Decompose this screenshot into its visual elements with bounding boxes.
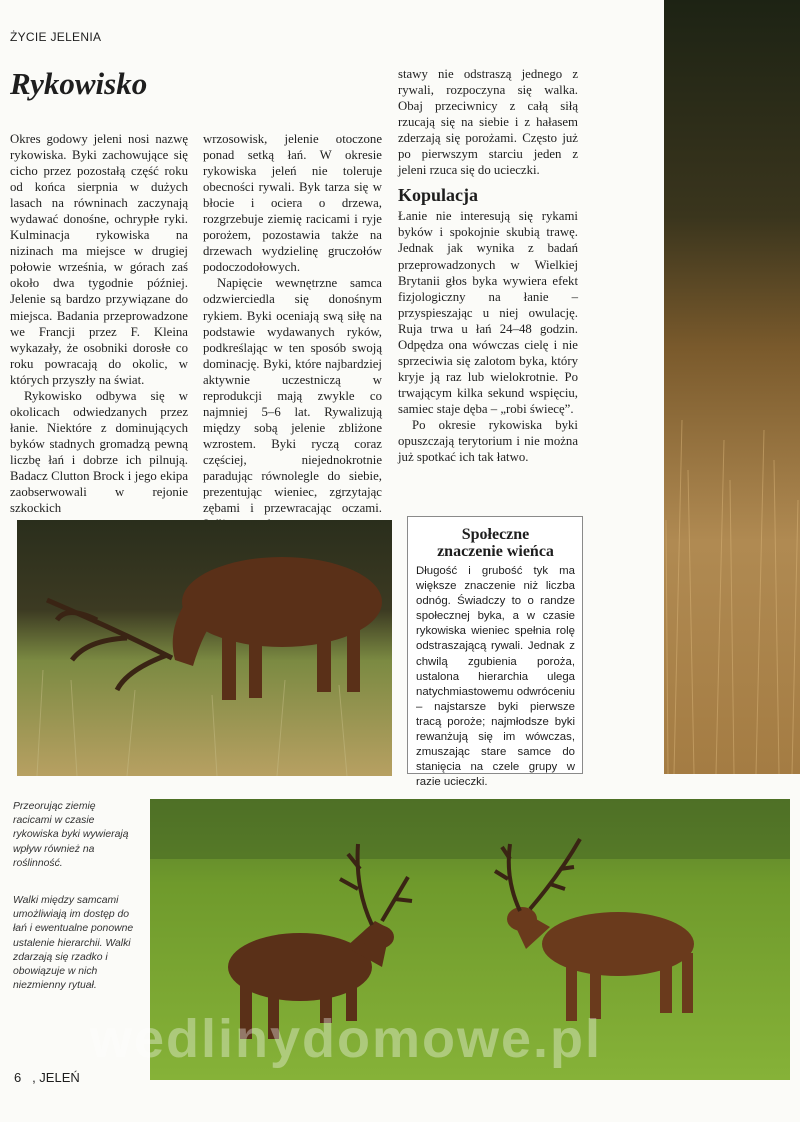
photo-caption: Przeorując ziemię racicami w czasie rykowiska byki wywierają wpływ również na roślinność. — [13, 801, 129, 869]
sidebar-title — [416, 526, 575, 560]
paragraph: Po okresie rykowiska byki opuszczają terytorium i nie można już spotkać ich tak łatwo. — [398, 417, 578, 465]
page-footer — [14, 1070, 80, 1085]
paragraph: Okres godowy jeleni nosi nazwę rykowiska. Byki zachowujące się cicho przez pozostałą część roku od końca sierpnia w dużych lasach na równinach zaczynają wydawać donośne, ochrypłe ryki. Kulminacja rykowiska na nizinach ma miejsce w drugiej połowie września, w górach zaś około dwa tygodnie później. Jelenie są bardzo przywiązane do miejsca. Badania przeprowadzone we Francji przez F. Kleina wykazały, że osobniki dorosłe co roku powracają do okolic, w których przyszły na świat. — [10, 132, 188, 387]
article-title: Rykowisko — [10, 66, 148, 101]
grass-photo-strip — [664, 0, 800, 774]
stag-ploughing-photo — [17, 520, 392, 776]
page-number: 6 — [14, 1070, 22, 1085]
running-header: ŻYCIE JELENIA — [10, 30, 102, 44]
article-column-1 — [10, 131, 188, 516]
sidebar-title-line: Społeczne — [461, 526, 530, 543]
article-column-2 — [203, 131, 382, 532]
footer-label: , JELEŃ — [32, 1070, 80, 1085]
photo-caption: Walki między samcami umożliwiają im dostęp do łań i ewentualne ponowne ustalenie hierarchii. Walki zdarzają się rzadko i obowiązuje w nich niezmienny rytuał. — [13, 895, 134, 992]
paragraph: stawy nie odstraszą jednego z rywali, rozpoczyna się walka. Obaj przeciwnicy z całą siłą rzucają się na siebie i z hałasem zderzają się porożami. Często już po pierwszym starciu jeden z jeleni rzuca się do ucieczki. — [398, 67, 578, 178]
sidebar-body: Długość i grubość tyk ma większe znaczenie niż liczba odnóg. Świadczy to o randze społecznej byka, a w czasie rykowiska wieniec spełnia rolę odstraszającą rywali. Jednak z chwilą zgubienia poroża, ustalona hierarchia ulega natychmiastowemu odwróceniu – najstarsze byki pierwsze tracą poroże; najmłodsze byki rewanżują się im wówczas, zmuszając stare samce do stanięcia na czele grupy w razie ucieczki. — [416, 565, 575, 789]
subheading-kopulacja: Kopulacja — [398, 185, 479, 206]
paragraph: Rykowisko odbywa się w okolicach odwiedzanych przez łanie. Niektóre z dominujących byków stadnych gromadzą pewną liczbę łań i dobrze ich pilnują. Badacz Clutton Brock i jego ekipa zaobserwowali w rejonie szkockich — [10, 388, 188, 516]
paragraph: Łanie nie interesują się rykami byków i spokojnie skubią trawę. Jednak jak wynika z badań przeprowadzonych w Wielkiej Brytanii głos byka wywiera efekt fizjologiczny na łanie – przyspieszając u niej owulację. Ruja trwa u łań 24–48 godzin. Odpędza ona wówczas cielę i nie sprzeciwia się zalotom byka, który kryje ją raz lub wielokrotnie. Po trwającym kilka sekund wspięciu, samiec staje dęba – „robi świecę”. — [398, 209, 578, 416]
article-column-3 — [398, 66, 578, 465]
sidebar-box — [407, 516, 583, 789]
paragraph: Napięcie wewnętrzne samca odzwierciedla się donośnym rykiem. Byki oceniają swą siłę na podstawie wydawanych ryków, podkreślając w ten sposób swoją dominację. Byki, które najbardziej aktywnie uczestniczą w reprodukcji mają zwykle co najmniej 5–6 lat. Rywalizują między sobą jelenie zbliżone wzrostem. Byki ryczą coraz częściej, niejednokrotnie paradując równolegle do siebie, prezentując wieniec, zgrzytając zębami i przewracając oczami. — [203, 276, 382, 516]
paragraph: wrzosowisk, jelenie otoczone ponad setką łań. W okresie rykowiska jeleń nie toleruje obecności rywali. Byk tarza się w błocie i ociera o drzewa, rozgrzebuje ziemię racicami i ryje porożem, pozostawia także na drzewach wydzielinę gruczołów podoczodołowych. — [203, 132, 382, 275]
sidebar-title-line: znaczenie wieńca — [437, 543, 554, 560]
watermark: wedlinydomowe.pl — [90, 1009, 603, 1069]
